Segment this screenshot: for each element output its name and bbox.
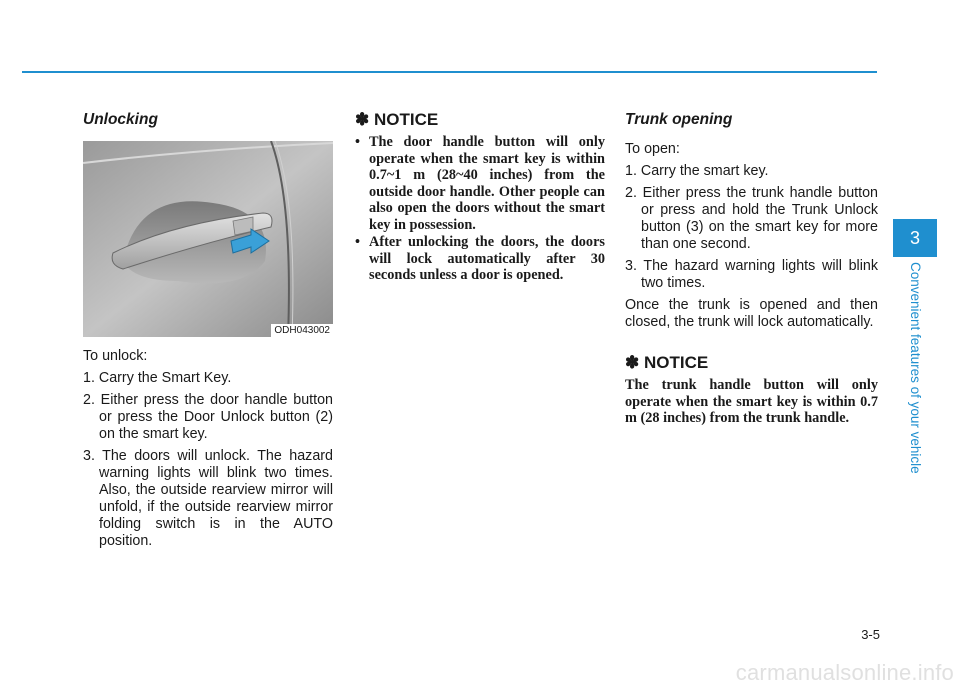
notice-door-section (355, 108, 605, 285)
photo-code: ODH043002 (271, 324, 333, 337)
notice-trunk-text: The trunk handle button will only operate when the smart key is within 0.7 m (28 inches) from the trunk handle. (625, 377, 878, 426)
trunk-step: 1. Carry the smart key. (625, 163, 769, 179)
trunk-closing: Once the trunk is opened and then closed, the trunk will lock automatically. (625, 297, 878, 330)
notice-item-text: After unlocking the doors, the doors will lock automatically after 30 seconds unless a door is opened. (369, 234, 605, 283)
trunk-step: 3. The hazard warning lights will blink two times. (625, 258, 878, 291)
watermark: carmanualsonline.info (735, 660, 954, 685)
unlocking-heading: Unlocking (83, 111, 158, 128)
trunk-steps (625, 163, 878, 292)
chapter-title-text: Convenient features of your vehicle (908, 262, 923, 474)
bullet-icon: • (355, 134, 361, 150)
notice-trunk (625, 353, 878, 427)
notice-list (355, 134, 605, 284)
unlock-intro: To unlock: (83, 348, 148, 364)
trunk-step: 2. Either press the trunk handle button or press and hold the Trunk Unlock button (3) on the smart key for more than one second. (625, 185, 878, 252)
trunk-intro: To open: (625, 141, 680, 157)
unlock-step: 2. Either press the door handle button or press the Door Unlock button (2) on the smart key. (83, 392, 333, 442)
chapter-tab: 3 (893, 219, 937, 257)
notice-title: ✽ NOTICE (355, 110, 439, 129)
unlock-steps (83, 370, 333, 550)
notice-item (355, 234, 605, 284)
door-handle-photo (83, 141, 333, 337)
bullet-icon: • (355, 234, 361, 250)
notice-title: ✽ NOTICE (625, 353, 709, 372)
notice-item (355, 134, 605, 233)
notice-item-text: The door handle button will only operate when the smart key is within 0.7~1 m (28~40 inches) from the outside door handle. Other people can also open the doors without the smart key in possession. (369, 134, 605, 233)
top-rule (22, 71, 877, 73)
unlocking-section (83, 108, 333, 555)
unlock-step: 3. The doors will unlock. The hazard warning lights will blink two times. Also, the outside rearview mirror will unfold, if the outside rearview mirror folding switch is in the AUTO position. (83, 448, 333, 549)
trunk-opening-section (625, 108, 878, 427)
door-handle-illustration (83, 141, 333, 337)
trunk-heading: Trunk opening (625, 111, 733, 128)
unlock-step: 1. Carry the Smart Key. (83, 370, 232, 386)
page-number: 3-5 (861, 627, 880, 642)
